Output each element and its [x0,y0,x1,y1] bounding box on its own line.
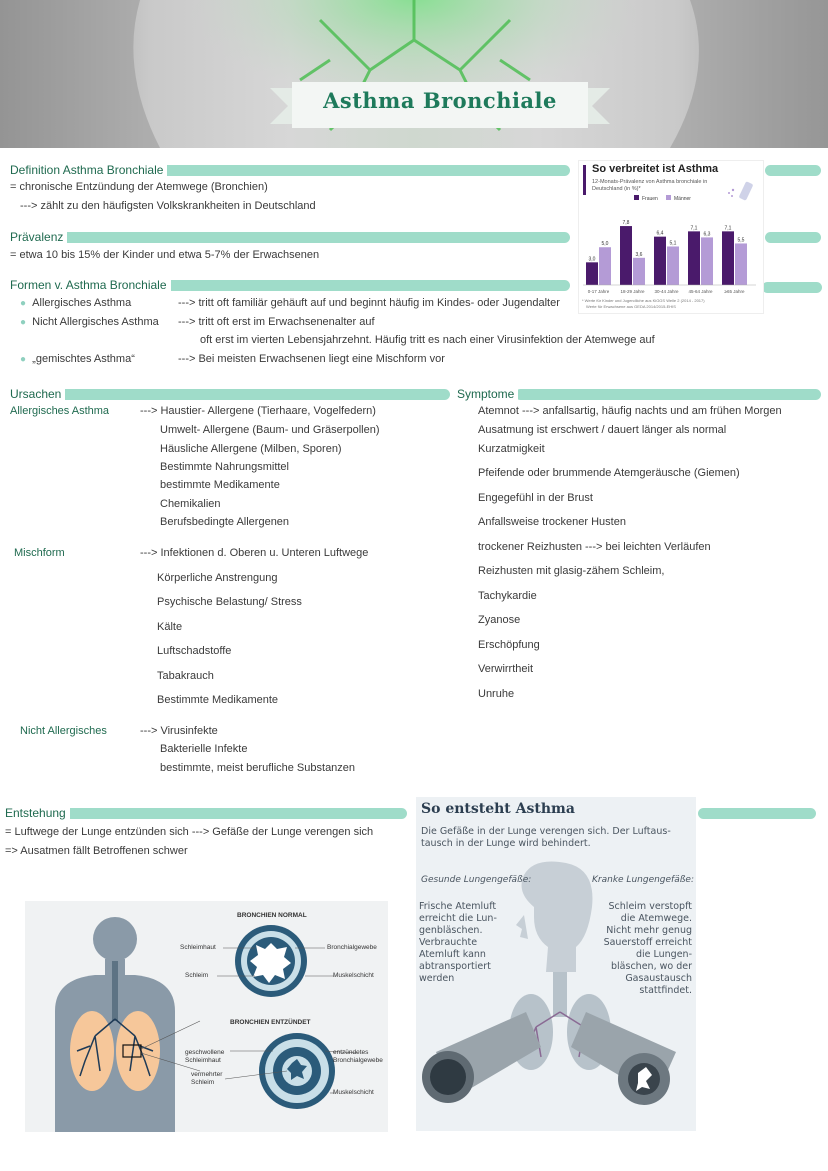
bar-value-label: 6,4 [656,230,664,237]
diagram-title-normal: BRONCHIEN NORMAL [237,912,307,919]
bar-frauen-2 [654,237,666,285]
cause-item: ---> Infektionen d. Oberen u. Unteren Luftwege [140,547,369,559]
heading-bar [150,165,570,176]
symptom-item: Kurzatmigkeit [478,443,545,455]
bar-männer-1 [633,258,645,285]
category-label: ≥65 Jahre [724,289,745,294]
cause-item: Tabakrauch [157,670,214,682]
info-intro: Die Gefäße in der Lunge verengen sich. Der Luftaus- [421,826,671,837]
category-label: 30-44 Jahre [654,289,679,294]
definition-heading: Definition Asthma Bronchiale [10,163,167,177]
praevalenz-line: = etwa 10 bis 15% der Kinder und etwa 5-7% der Erwachsenen [10,249,320,261]
ursachen-heading: Ursachen [10,387,65,401]
category-label: 45-64 Jahre [688,289,713,294]
formen-heading: Formen v. Asthma Bronchiale [10,278,171,292]
bar-männer-0 [599,247,611,285]
entstehung-heading: Entstehung [5,806,70,820]
diagram-label: Bronchialgewebe [327,944,377,951]
bar-value-label: 5,5 [737,237,745,244]
legend-swatch-frauen [634,195,639,200]
healthy-text: Frische Atemluft erreicht die Lun- genbläschen. Verbrauchte Atemluft kann abtransportiert werden [419,901,497,984]
bar-frauen-1 [620,226,632,285]
cause-item: Chemikalien [160,498,221,510]
symptom-item: Pfeifende oder brummende Atemgeräusche (Giemen) [478,467,740,479]
bronchi-diagram [25,901,388,1132]
heading-bar [60,232,570,243]
heading-bar [65,808,407,819]
diagram-label: vermehrter Schleim [191,1071,223,1086]
category-label: 18-29 Jahre [620,289,645,294]
bar-männer-2 [667,246,679,285]
cause-item: Kälte [157,621,183,633]
entstehung-line: => Ausatmen fällt Betroffenen schwer [5,845,188,857]
heading-bar [762,282,822,293]
cause-item: bestimmte, meist berufliche Substanzen [160,762,356,774]
bar-value-label: 7,8 [622,220,630,227]
category-label: 0-17 Jahre [587,289,610,294]
symptome-heading: Symptome [457,387,518,401]
symptom-item: Reizhusten mit glasig-zähem Schleim, [478,565,665,577]
sick-text: Schleim verstopft die Atemwege. Nicht mehr genug Sauerstoff erreicht die Lungen- bläschen, wo der Gasaustausch stattfindet. [603,901,692,996]
symptom-item: Atemnot ---> anfallsartig, häufig nachts und am frühen Morgen [478,405,782,417]
list-item-desc: ---> tritt oft erst im Erwachsenenalter auf [178,316,375,328]
diagram-label: Schleimhaut [180,944,216,951]
bar-value-label: 3,0 [588,256,596,263]
bar-männer-4 [735,243,747,285]
bar-value-label: 5,0 [601,241,609,248]
symptom-item: Engegefühl in der Brust [478,492,593,504]
symptom-item: Erschöpfung [478,639,540,651]
cause-item: ---> Virusinfekte [140,725,218,737]
bar-value-label: 7,1 [724,225,732,232]
bar-value-label: 5,1 [669,240,677,247]
cause-item: Psychische Belastung/ Stress [157,596,302,608]
chart-footnote: * Werte für Kinder und Jugendliche aus KiGGS Welle 2 (2014 - 2017) [582,298,705,303]
bar-value-label: 7,1 [690,225,698,232]
chart-subtitle: 12-Monats-Prävalenz von Asthma bronchiale in Deutschland (in %)* [592,179,708,192]
legend-swatch-maenner [666,195,671,200]
cause-item: Körperliche Anstrengung [157,572,278,584]
asthma-infographic [416,797,696,1131]
info-intro: tausch in der Lunge wird behindert. [421,838,591,849]
bar-frauen-0 [586,262,598,285]
symptom-item: Zyanose [478,614,521,626]
entstehung-line: = Luftwege der Lunge entzünden sich ---> Gefäße der Lunge verengen sich [5,826,374,838]
heading-bar [698,808,816,819]
ursachen-label: Nicht Allergisches [20,725,107,737]
diagram-label: entzündetes Bronchialgewebe [333,1049,383,1064]
diagram-label: Muskelschicht [333,972,374,979]
inhaler-icon [728,181,753,201]
symptom-item: Ausatmung ist erschwert / dauert länger als normal [478,424,727,436]
symptom-item: Tachykardie [478,590,537,602]
symptom-item: Verwirrtheit [478,663,534,675]
bronchi-illustration [25,901,388,1132]
symptom-item: Anfallsweise trockener Husten [478,516,626,528]
diagram-label: Muskelschicht [333,1089,374,1096]
diagram-title-sick: BRONCHIEN ENTZÜNDET [230,1019,311,1026]
bar-value-label: 3,6 [635,251,643,258]
cause-item: Häusliche Allergene (Milben, Sporen) [160,443,342,455]
diagram-label: Schleim [185,972,209,979]
praevalenz-heading: Prävalenz [10,230,67,244]
legend-label: Männer [674,196,691,202]
symptom-item: Unruhe [478,688,515,700]
list-item: ● Allergisches Asthma [20,297,132,309]
diagram-label: geschwollene Schleimhaut [185,1049,225,1064]
info-title: So entsteht Asthma [421,801,575,817]
healthy-label: Gesunde Lungengefäße: [421,875,532,885]
list-item-desc: oft erst im vierten Lebensjahrzehnt. Häufig tritt es nach einer Virusinfektion der Atemwege auf [200,334,655,346]
definition-line: ---> zählt zu den häufigsten Volkskrankheiten in Deutschland [20,200,316,212]
cause-item: bestimmte Medikamente [160,479,280,491]
bar-value-label: 6,3 [703,231,711,238]
bar-frauen-3 [688,231,700,285]
cause-item: ---> Haustier- Allergene (Tierhaare, Vogelfedern) [140,405,376,417]
heading-bar [765,165,821,176]
heading-bar [150,280,570,291]
list-item: ● Nicht Allergisches Asthma [20,316,159,328]
bar-männer-3 [701,237,713,285]
ursachen-label: Mischform [14,547,65,559]
cause-item: Berufsbedingte Allergenen [160,516,290,528]
cause-item: Luftschadstoffe [157,645,232,657]
list-item: ● „gemischtes Asthma“ [20,353,135,365]
heading-bar [515,389,821,400]
page-title: Asthma Bronchiale [323,88,557,113]
list-item-desc: ---> tritt oft familiär gehäuft auf und beginnt häufig im Kindes- oder Jugendalter [178,297,560,309]
sick-label: Kranke Lungengefäße: [592,875,694,885]
heading-bar [765,232,821,243]
chart-title: So verbreitet ist Asthma [592,163,719,175]
chart-plot [578,160,762,312]
ursachen-label: Allergisches Asthma [10,405,110,417]
cause-item: Bestimmte Medikamente [157,694,279,706]
chart-footnote: Werte für Erwachsene aus GEDA 2014/2015-EHIS [586,304,676,309]
cause-item: Umwelt- Allergene (Baum- und Gräserpollen) [160,424,380,436]
bar-frauen-4 [722,231,734,285]
legend-label: Frauen [642,196,658,202]
symptom-item: trockener Reizhusten ---> bei leichten Verläufen [478,541,711,553]
list-item-desc: ---> Bei meisten Erwachsenen liegt eine Mischform vor [178,353,445,365]
cause-item: Bestimmte Nahrungsmittel [160,461,289,473]
heading-bar [60,389,450,400]
definition-line: = chronische Entzündung der Atemwege (Bronchien) [10,181,268,193]
cause-item: Bakterielle Infekte [160,743,248,755]
